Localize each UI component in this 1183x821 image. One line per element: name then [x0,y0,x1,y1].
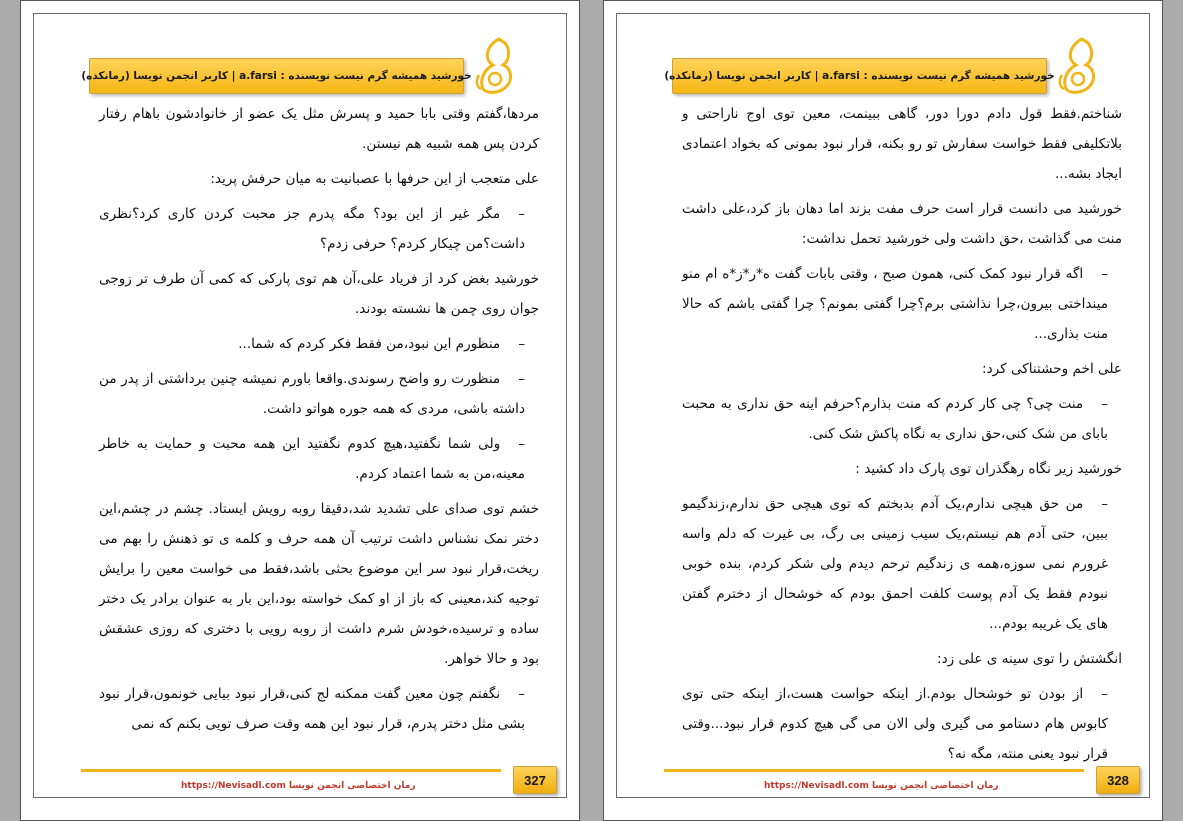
body-text [682,99,1122,774]
paragraph: انگشتش را توی سینه ی علی زد: [936,651,1122,667]
footer-label: رمان اختصاصی انجمن نویسا [872,781,999,791]
paragraph-text: منت چی؟ چی کار کردم که منت بذارم؟حرفم اینه حق نداری به محبت بابای من شک کنی،حق نداری به نگاه پاکش شک کنی. [682,396,1108,442]
dash-mark: – [518,336,525,352]
footer [754,781,999,791]
dialogue-paragraph [99,364,539,424]
paragraph-text: از بودن تو خوشحال بودم.از اینکه حواست هست،از اینکه حتی توی کابوس هام دستامو می گیری ولی الان می گی هیچ کدوم قرار نبود...وقتی قرار نبود یعنی منته، مگه نه؟ [682,686,1108,762]
dialogue-paragraph [682,259,1122,349]
paragraph-text: منظورت رو واضح رسوندی.واقعا باورم نمیشه چنین برداشتی از پدر من داشته باشی، مردی که همه جوره هواتو داشت. [99,371,525,417]
paragraph-text: اگه قرار نبود کمک کنی، همون صبح ، وقتی بابات گفت ه*ر*ز*ه ام منو مینداختی بیرون،چرا نذاشتی برم؟چرا گفتی بمونم؟ چرا گفتی باشم که حالا منت بذاری... [682,266,1108,342]
paragraph: شناختم.فقط قول دادم دورا دور، گاهی ببینمت، معین توی اوج ناراحتی و بلاتکلیفی فقط خواست سفارش تو رو بکنه، قرار نبود بمونی که بخواد اعتمادی ایجاد بشه... [682,106,1122,182]
dialogue-paragraph [99,429,539,489]
paragraph-text: ولی شما نگفتید،هیچ کدوم نگفتید این همه محبت و حمایت به خاطر معینه،من به شما اعتماد کردم. [99,436,525,482]
page-number: 327 [513,766,557,794]
dash-mark: – [1101,496,1108,512]
footer-divider [664,769,1084,772]
body-text [99,99,539,744]
dash-mark: – [1101,266,1108,282]
dialogue-paragraph [682,489,1122,639]
paragraph: خورشید زیر نگاه رهگذران توی پارک داد کشید : [855,461,1122,477]
footer [171,781,416,791]
dash-mark: – [518,371,525,387]
paragraph-text: من حق هیچی ندارم،یک آدم بدبختم که توی هیچی حق ندارم،زندگیمو ببین، حتی آدم هم نیستم،یک سیب زمینی بی رگ، بی غیرت که دلم واسه غرورم نمی سوزه،همه ی زندگیم ترحم دیدم ولی شکر کردم، بنده خوبی نبودم فقط یک آدم پوست کلفت احمق بودم که خوشحال از دخترم گفتن های یک غریبه بودم... [682,496,1108,632]
dash-mark: – [1101,686,1108,702]
footer-divider [81,769,501,772]
paragraph-text: مگر غیر از این بود؟ مگه پدرم جز محبت کردن کاری کرد؟نظری داشت؟من چیکار کردم؟ حرفی زدم؟ [99,206,525,252]
paragraph: خورشید می دانست قرار است حرف مفت بزند اما دهان باز کرد،علی داشت منت می گذاشت ،حق داشت ولی خورشید تحمل نداشت: [682,201,1122,247]
footer-label: رمان اختصاصی انجمن نویسا [289,781,416,791]
page-header: خورشید همیشه گرم نیست نویسنده : a.farsi | کاربر انجمن نویسا (رمانکده) [672,58,1047,94]
paragraph: مردها،گفتم وقتی بابا حمید و پسرش مثل یک عضو از خانوادشون باهام رفتار کردن پس همه شبیه هم نیستن. [99,106,539,152]
paragraph: خورشید بغض کرد از فریاد علی،آن هم توی پارکی که کمی آن طرف تر زوجی جوان روی چمن ها نشسته بودند. [99,271,539,317]
page-327 [20,0,580,821]
dialogue-paragraph [99,679,539,739]
dash-mark: – [518,686,525,702]
dash-mark: – [518,436,525,452]
page-328 [603,0,1163,821]
dialogue-paragraph [682,389,1122,449]
dash-mark: – [1101,396,1108,412]
dialogue-paragraph [99,199,539,259]
dash-mark: – [518,206,525,222]
footer-url-link[interactable]: https://Nevisadl.com [764,781,869,791]
paragraph: خشم توی صدای علی تشدید شد،دقیقا روبه رویش ایستاد. چشم در چشم،این دختر نمک نشناس داشت ترتیب آن همه حرف و کلمه ی تو ذهنش را بهم می ریخت،قرار نبود سر این موضوع بحثی باشد،فقط می خواست معین را برایش توجیه کند،معینی که باز از او کمک خواسته بود،این بار به عنوان برادر یک دختر ساده و ترسیده،خودش شرم داشت از روبه رویی با دختری که روزی عشقش بود و حالا خواهر. [99,501,539,667]
nevisa-logo-icon [469,35,519,97]
paragraph: علی اخم وحشتناکی کرد: [982,361,1122,377]
page-header: خورشید همیشه گرم نیست نویسنده : a.farsi | کاربر انجمن نویسا (رمانکده) [89,58,464,94]
paragraph-text: نگفتم چون معین گفت ممکنه لج کنی،قرار نبود بیایی خونمون،قرار نبود بشی مثل دختر پدرم، قرار نبود این همه وقت صرف تویی بکنم که نمی [99,686,525,732]
paragraph-text: منظورم این نبود،من فقط فکر کردم که شما... [238,336,501,352]
dialogue-paragraph [99,329,539,359]
dialogue-paragraph [682,679,1122,769]
paragraph: علی متعجب از این حرفها با عصبانیت به میان حرفش پرید: [210,171,539,187]
nevisa-logo-icon [1052,35,1102,97]
page-number: 328 [1096,766,1140,794]
footer-url-link[interactable]: https://Nevisadl.com [181,781,286,791]
